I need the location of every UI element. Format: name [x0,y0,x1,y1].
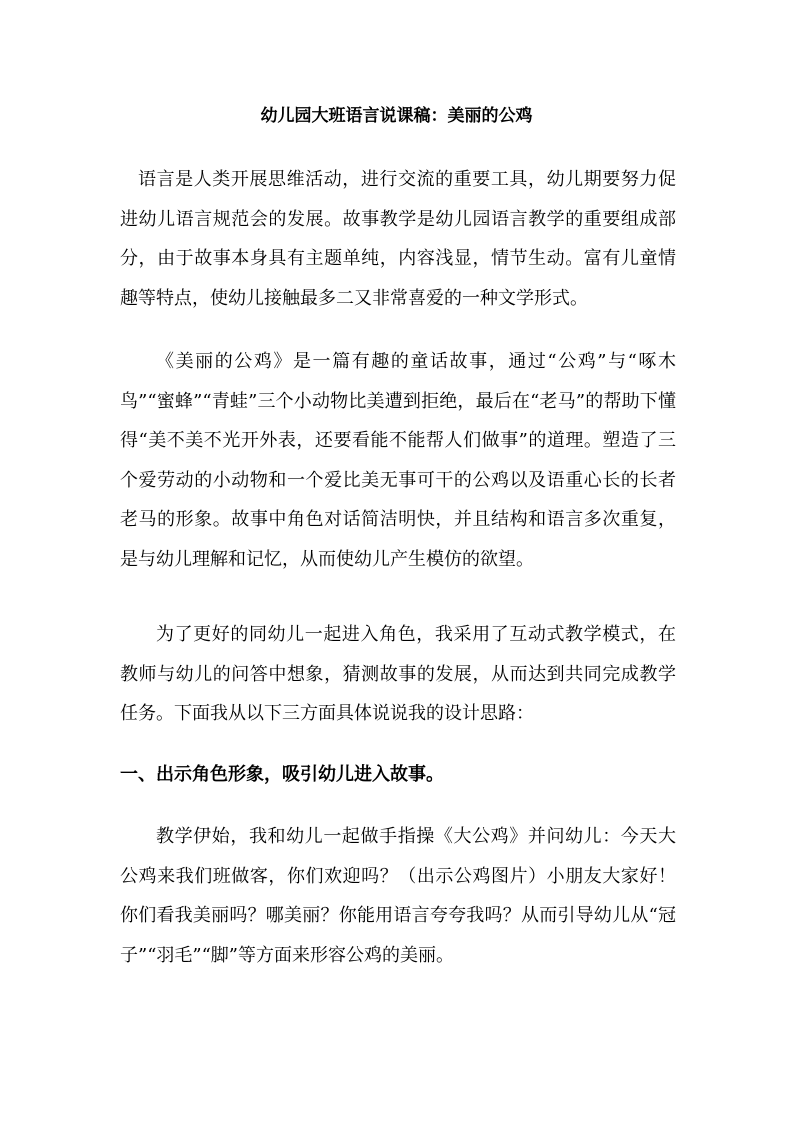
section-paragraph: 教学伊始，我和幼儿一起做手指操《大公鸡》并问幼儿：今天大公鸡来我们班做客，你们欢迎吗？（出示公鸡图片）小朋友大家好！你们看我美丽吗？哪美丽？你能用语言夸夸我吗？从而引导幼儿从“冠子”“羽毛”“脚”等方面来形容公鸡的美丽。 [120,826,676,966]
document-title: 幼儿园大班语言说课稿：美丽的公鸡 [260,106,533,126]
intro-paragraph: 语言是人类开展思维活动，进行交流的重要工具，幼儿期要努力促进幼儿语言规范会的发展。故事教学是幼儿园语言教学的重要组成部分，由于故事本身具有主题单纯，内容浅显，情节生动。富有儿童情趣等特点，使幼儿接触最多二又非常喜爱的一种文学形式。 [120,169,676,309]
story-summary-paragraph: 《美丽的公鸡》是一篇有趣的童话故事，通过“公鸡”与“啄木鸟”“蜜蜂”“青蛙”三个小动物比美遭到拒绝，最后在“老马”的帮助下懂得“美不美不光开外表，还要看能不能帮人们做事”的道理。塑造了三个爱劳动的小动物和一个爱比美无事可干的公鸡以及语重心长的长者老马的形象。故事中角色对话简洁明快，并且结构和语言多次重复，是与幼儿理解和记忆，从而使幼儿产生模仿的欲望。 [120,351,676,570]
teaching-approach-paragraph: 为了更好的同幼儿一起进入角色，我采用了互动式教学模式，在教师与幼儿的问答中想象，猜测故事的发展，从而达到共同完成教学任务。下面我从以下三方面具体说说我的设计思路： [120,624,676,724]
section-heading: 一、出示角色形象，吸引幼儿进入故事。 [120,764,444,785]
